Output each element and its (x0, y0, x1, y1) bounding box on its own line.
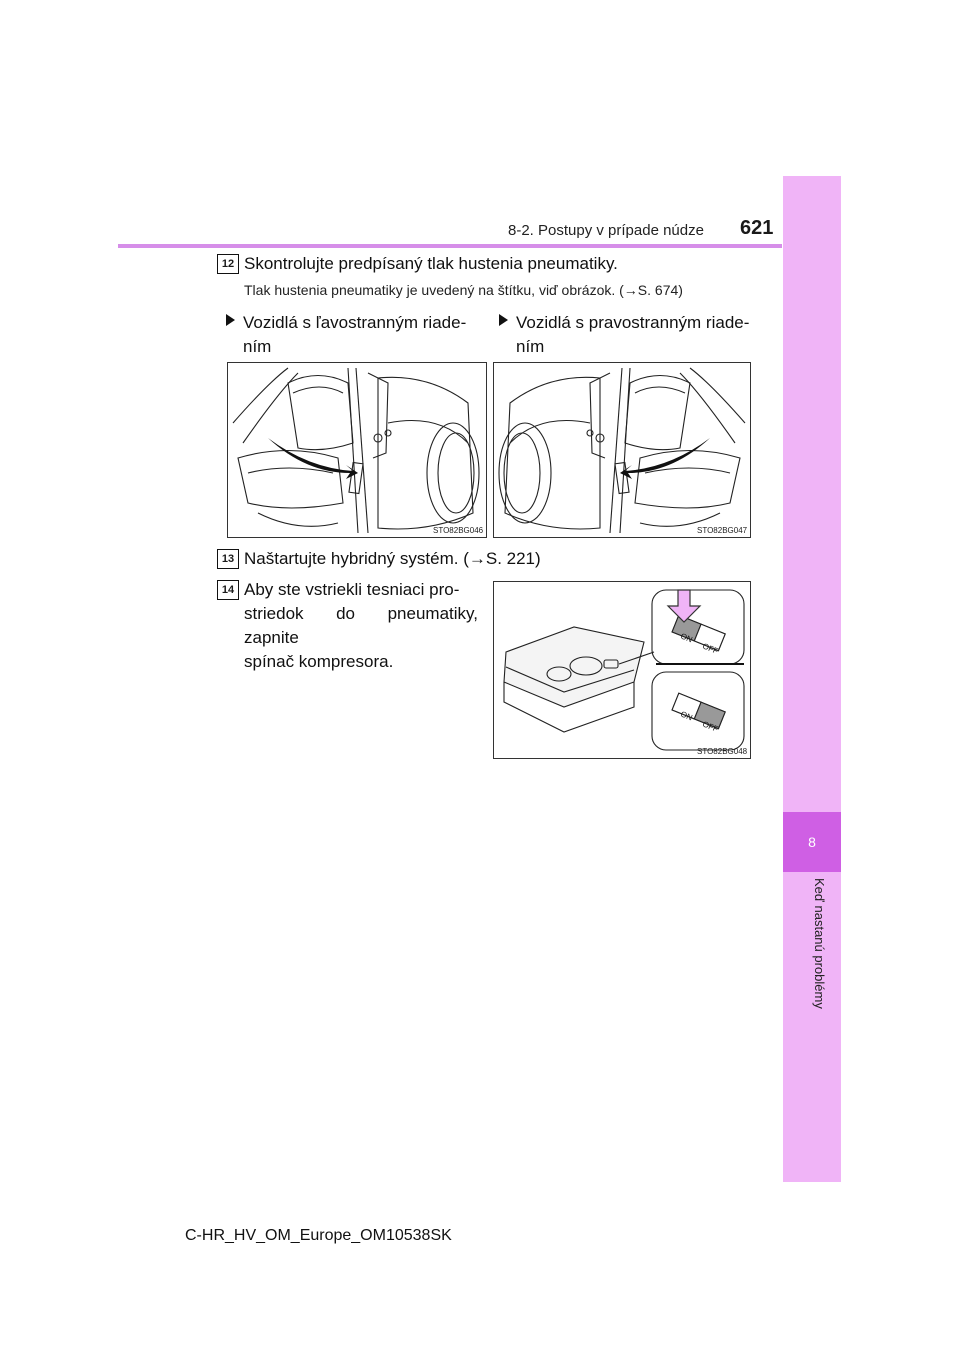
step-note-12: Tlak hustenia pneumatiky je uvedený na štítku, viď obrázok. (→S. 674) (244, 282, 683, 298)
press-down-arrow-icon (668, 590, 700, 622)
switch-label-on-top: ON (679, 631, 694, 645)
switch-label-off-bottom: OFF (701, 719, 720, 734)
figure-compressor-switch (493, 581, 751, 759)
car-door-illustration-mirrored (494, 363, 750, 537)
step-badge-13: 13 (217, 549, 239, 569)
step-badge-12: 12 (217, 254, 239, 274)
chapter-label: Keď nastanú problémy (812, 878, 827, 1009)
car-door-illustration (228, 363, 486, 537)
page-number: 621 (740, 217, 774, 239)
bullet-triangle-icon (226, 314, 235, 326)
switch-label-on-bottom: ON (679, 709, 694, 723)
figure-id-compressor: STO82BG048 (697, 747, 748, 756)
step-text-13: Naštartujte hybridný systém. (→S. 221) (244, 549, 541, 568)
header-divider (118, 244, 782, 248)
bullet-triangle-icon (499, 314, 508, 326)
variant-right-hand-drive: Vozidlá s pravostranným riade- ním (499, 311, 749, 359)
figure-id-left: STO82BG046 (433, 526, 484, 535)
chapter-number: 8 (783, 812, 841, 872)
figure-left-door-label (227, 362, 487, 538)
switch-label-off-top: OFF (701, 641, 720, 656)
step-text-14: Aby ste vstriekli tesniaci pro- striedok do pneumatiky, zapnite spínač kompresora. (244, 580, 478, 671)
figure-right-door-label (493, 362, 751, 538)
footer-doc-id: C-HR_HV_OM_Europe_OM10538SK (185, 1227, 452, 1244)
compressor-illustration (494, 582, 750, 758)
figure-id-right: STO82BG047 (697, 526, 748, 535)
step-badge-14: 14 (217, 580, 239, 600)
step-text-12: Skontrolujte predpísaný tlak hustenia pneumatiky. (244, 254, 618, 273)
section-title: 8-2. Postupy v prípade núdze (508, 222, 704, 239)
variant-left-hand-drive: Vozidlá s ľavostranným riade- ním (226, 311, 466, 359)
